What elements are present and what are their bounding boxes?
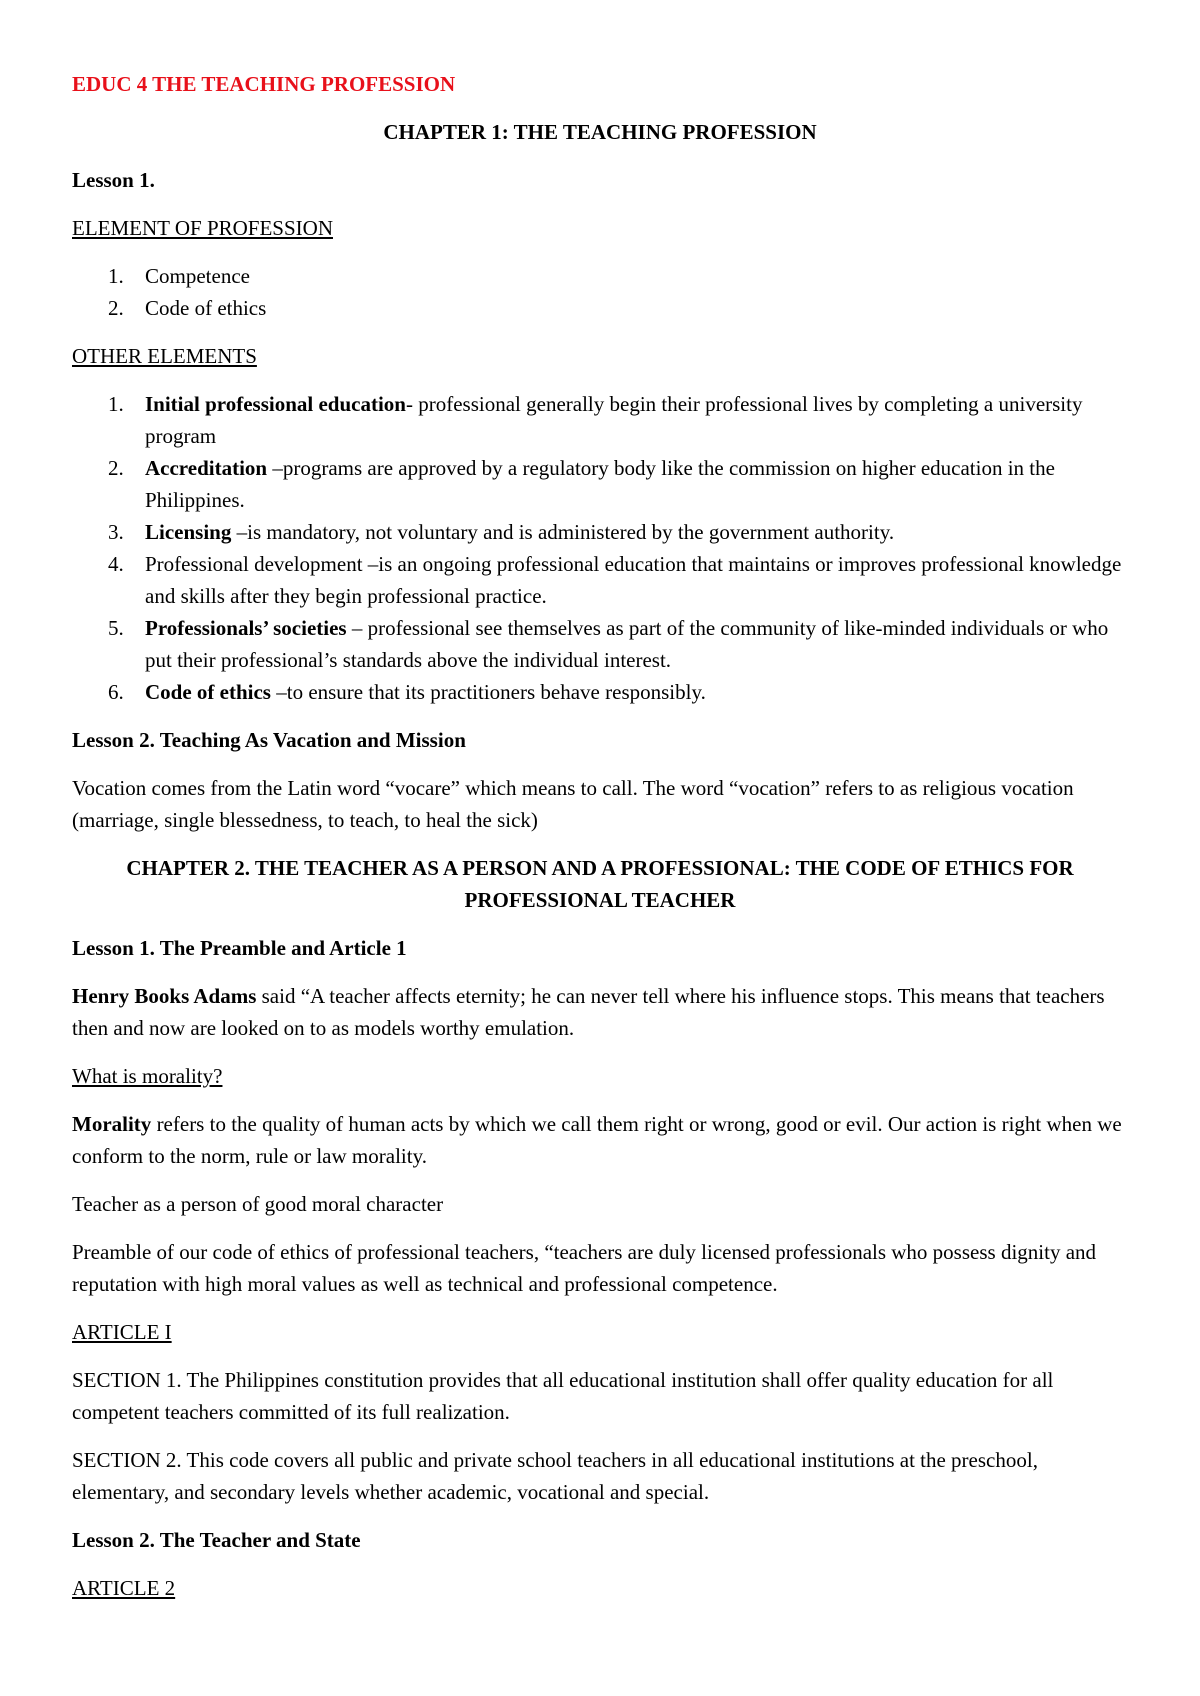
list-item: 3. Licensing –is mandatory, not voluntary and is administered by the government authority. — [108, 520, 895, 544]
preamble-paragraph: Preamble of our code of ethics of professional teachers, “teachers are duly licensed professionals who possess dignity and reputation with high moral values as well as technical and professional competence. — [72, 1240, 1097, 1296]
list-term: Code of ethics — [145, 680, 271, 704]
list-item: 2. Code of ethics — [108, 296, 267, 320]
chapter2-title: CHAPTER 2. THE TEACHER AS A PERSON AND A PROFESSIONAL: THE CODE OF ETHICS FOR PROFESSIONAL TEACHER — [126, 856, 1074, 912]
quote-author: Henry Books Adams — [72, 984, 257, 1008]
list-term: Initial professional education — [145, 392, 406, 416]
course-title: EDUC 4 THE TEACHING PROFESSION — [72, 72, 456, 96]
ch2-lesson2-title: Lesson 2. The Teacher and State — [72, 1528, 361, 1552]
list-item: 1. Competence — [108, 264, 250, 288]
list-term: Accreditation — [145, 456, 268, 480]
vocation-paragraph: Vocation comes from the Latin word “vocare” which means to call. The word “vocation” refers to as religious vocation (marriage, single blessedness, to teach, to heal the sick) — [72, 776, 1074, 832]
other-elements-list — [72, 388, 1128, 708]
article2-heading: ARTICLE 2 — [72, 1576, 176, 1600]
list-item: 4. Professional development –is an ongoing professional education that maintains or improves professional knowledge and skills after they begin professional practice. — [108, 552, 1122, 608]
ch2-lesson1-title: Lesson 1. The Preamble and Article 1 — [72, 936, 407, 960]
section1-paragraph: SECTION 1. The Philippines constitution provides that all educational institution shall offer quality education for all competent teachers committed of its full realization. — [72, 1368, 1054, 1424]
quote-paragraph: Henry Books Adams said “A teacher affects eternity; he can never tell where his influence stops. This means that teachers then and now are looked on to as models worthy emulation. — [72, 984, 1105, 1040]
morality-paragraph: Morality refers to the quality of human acts by which we call them right or wrong, good or evil. Our action is right when we conform to the norm, rule or law morality. — [72, 1112, 1122, 1168]
list-term: Professionals’ societies — [145, 616, 347, 640]
elements-list — [72, 260, 1128, 324]
section2-paragraph: SECTION 2. This code covers all public and private school teachers in all educational institutions at the preschool, elementary, and secondary levels whether academic, vocational and special. — [72, 1448, 1038, 1504]
good-moral-line: Teacher as a person of good moral character — [72, 1192, 444, 1216]
morality-heading: What is morality? — [72, 1064, 223, 1088]
list-item: 5. Professionals’ societies – professional see themselves as part of the community of like-minded individuals or who put their professional’s standards above the individual interest. — [108, 616, 1109, 672]
other-elements-heading: OTHER ELEMENTS — [72, 344, 257, 368]
list-item: 1. Initial professional education- professional generally begin their professional lives by completing a university program — [108, 392, 1083, 448]
elements-heading: ELEMENT OF PROFESSION — [72, 216, 333, 240]
article1-heading: ARTICLE I — [72, 1320, 172, 1344]
ch1-lesson1-title: Lesson 1. — [72, 168, 155, 192]
list-item: 2. Accreditation –programs are approved by a regulatory body like the commission on higher education in the Philippines. — [108, 456, 1055, 512]
chapter1-title: CHAPTER 1: THE TEACHING PROFESSION — [383, 120, 817, 144]
list-term: Licensing — [145, 520, 232, 544]
list-item: 6. Code of ethics –to ensure that its practitioners behave responsibly. — [108, 680, 706, 704]
morality-term: Morality — [72, 1112, 152, 1136]
ch1-lesson2-title: Lesson 2. Teaching As Vacation and Mission — [72, 728, 466, 752]
